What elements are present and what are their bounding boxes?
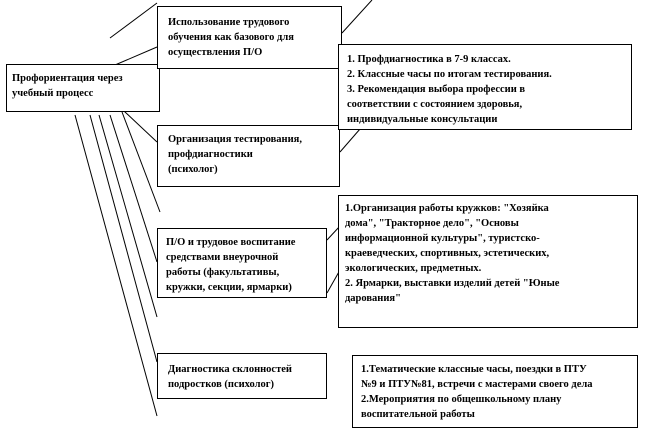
connector-testing-details	[340, 129, 360, 152]
detail-testing-text: 1. Профдиагностика в 7-9 классах. 2. Классные часы по итогам тестирования. 3. Рекомендация выбора профессии в соответствии с состоянием здоровья, индивидуальные консультации	[347, 54, 552, 125]
branch-diagnostics-label: Диагностика склонностей подростков (психолог)	[168, 364, 292, 390]
branch-extracurricular	[157, 228, 327, 298]
connector-root-fan-2	[110, 115, 157, 262]
detail-diagnostics	[352, 355, 638, 428]
branch-testing	[157, 125, 340, 187]
branch-testing-label: Организация тестирования, профдиагностики (психолог)	[168, 134, 302, 175]
connector-top-right	[342, 0, 372, 33]
root-node-label: Профориентация через учебный процесс	[12, 73, 123, 99]
branch-extracurricular-label: П/О и трудовое воспитание средствами внеурочной работы (факультативы, кружки, секции, ярмарки)	[166, 237, 296, 293]
detail-extracurricular-text: 1.Организация работы кружков: "Хозяйка дома", "Тракторное дело", "Основы информационной культуры", туристско- краеведческих, спортивных, эстетических, экологических, предметных. 2. Ярмарки, выставки изделий детей "Юные дарования"	[345, 203, 560, 304]
branch-diagnostics	[157, 353, 327, 399]
detail-extracurricular	[338, 195, 638, 328]
connector-root-fan-3	[99, 115, 157, 317]
connector-top-left	[110, 3, 157, 38]
detail-testing	[338, 44, 632, 130]
root-node	[6, 64, 160, 112]
branch-labor-training	[157, 6, 342, 69]
connector-root-fan-5	[75, 115, 157, 416]
detail-diagnostics-text: 1.Тематические классные часы, поездки в ПТУ №9 и ПТУ№81, встречи с мастерами своего дела 2.Мероприятия по общешкольному плану воспитательной работы	[361, 364, 593, 420]
branch-labor-training-label: Использование трудового обучения как базового для осуществления П/О	[168, 17, 294, 58]
connector-root-fan-4	[90, 115, 157, 362]
